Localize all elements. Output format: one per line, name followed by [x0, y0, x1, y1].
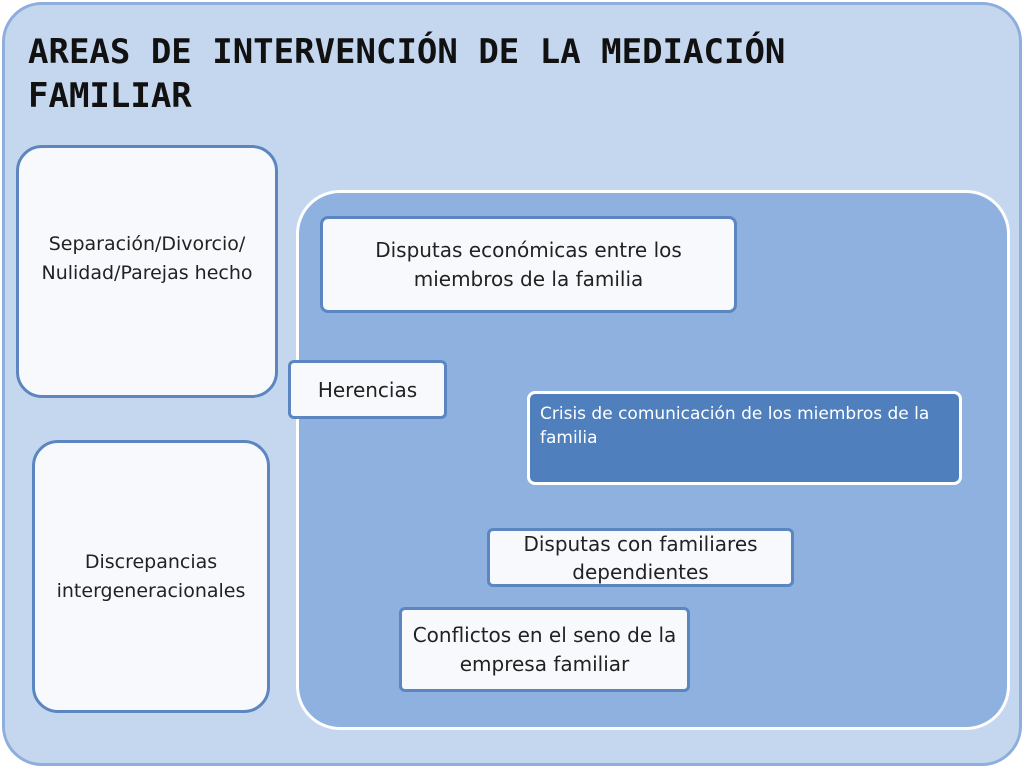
slide-title: AREAS DE INTERVENCIÓN DE LA MEDIACIÓN FAMILIAR [28, 32, 786, 116]
box-herencias: Herencias [288, 360, 447, 419]
box-conflictos-empresa: Conflictos en el seno de la empresa familiar [399, 607, 690, 692]
box-separacion-divorcio: Separación/Divorcio/ Nulidad/Parejas hecho [16, 145, 278, 398]
box-discrepancias-intergeneracionales: Discrepancias intergeneracionales [32, 440, 270, 713]
box-disputas-dependientes: Disputas con familiares dependientes [487, 528, 794, 587]
box-crisis-comunicacion: Crisis de comunicación de los miembros de la familia [527, 391, 962, 485]
box-disputas-economicas: Disputas económicas entre los miembros de la familia [320, 216, 737, 313]
